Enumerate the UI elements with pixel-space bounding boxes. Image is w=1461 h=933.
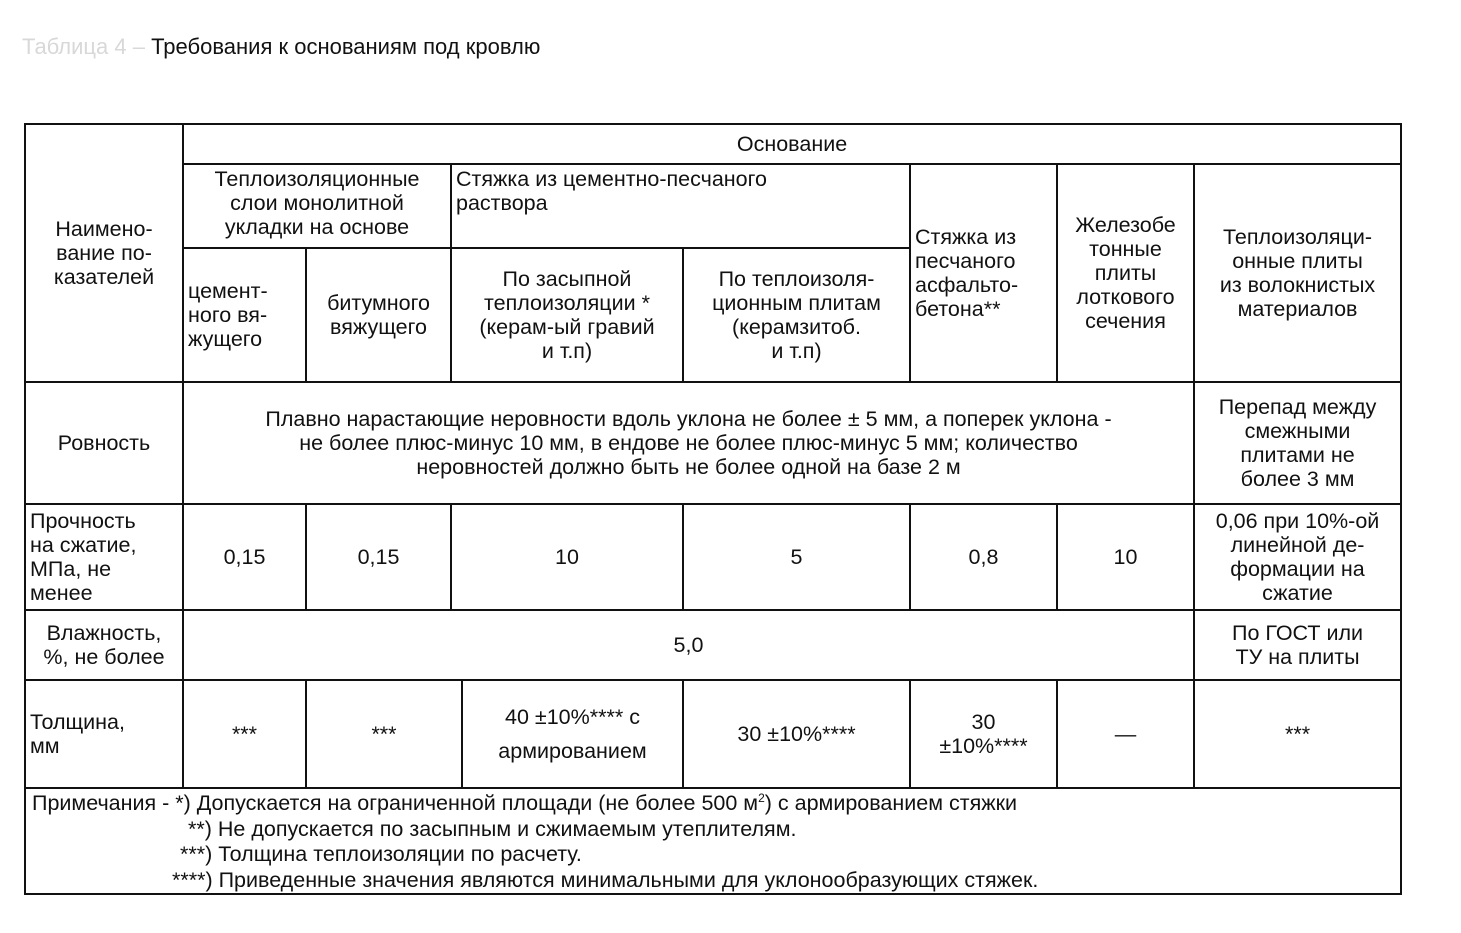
thickness-rc-slabs: — bbox=[1057, 680, 1194, 788]
strength-rc-slabs: 10 bbox=[1057, 504, 1194, 610]
caption-number: Таблица 4 – bbox=[22, 34, 145, 59]
header-parameter-name: Наимено- вание по- казателей bbox=[25, 124, 183, 382]
header-screed-asphalt: Стяжка из песчаного асфальто- бетона** bbox=[910, 164, 1057, 382]
header-screed-cement: Стяжка из цементно-песчаного раствора bbox=[451, 164, 910, 248]
strength-backfill: 10 bbox=[451, 504, 683, 610]
note-1 bbox=[32, 791, 1394, 817]
table-row bbox=[25, 504, 1401, 610]
strength-fiber: 0,06 при 10%-ой линейной де- формации на сжатие bbox=[1194, 504, 1401, 610]
strength-thermo-plates: 5 bbox=[683, 504, 910, 610]
humidity-common: 5,0 bbox=[183, 610, 1194, 680]
evenness-fiber: Перепад между смежными плитами не более 3 мм bbox=[1194, 382, 1401, 504]
strength-cement: 0,15 bbox=[183, 504, 306, 610]
evenness-common: Плавно нарастающие неровности вдоль уклона не более ± 5 мм, а поперек уклона - не более плюс-минус 10 мм, в ендове не более плюс-минус 5 мм; количество неровностей должно быть не более одной на базе 2 м bbox=[183, 382, 1194, 504]
table-row bbox=[25, 788, 1401, 894]
header-rc-slabs: Железобе тонные плиты лоткового сечения bbox=[1057, 164, 1194, 382]
strength-bitumen: 0,15 bbox=[306, 504, 451, 610]
thickness-cement: *** bbox=[183, 680, 306, 788]
table-row bbox=[25, 680, 1401, 788]
humidity-fiber: По ГОСТ или ТУ на плиты bbox=[1194, 610, 1401, 680]
thickness-fiber: *** bbox=[1194, 680, 1401, 788]
row-label-evenness: Ровность bbox=[25, 382, 183, 504]
header-backfill: По засыпной теплоизоляции * (керам-ый гравий и т.п) bbox=[451, 248, 683, 382]
strength-asphalt: 0,8 bbox=[910, 504, 1057, 610]
header-bitumen-binder: битумного вяжущего bbox=[306, 248, 451, 382]
caption-title: Требования к основаниям под кровлю bbox=[151, 34, 541, 59]
table-caption bbox=[22, 34, 540, 60]
thickness-bitumen: *** bbox=[306, 680, 462, 788]
requirements-table bbox=[24, 123, 1402, 895]
table-row bbox=[25, 124, 1401, 164]
table-row bbox=[25, 610, 1401, 680]
header-base: Основание bbox=[183, 124, 1401, 164]
note-3: ***) Толщина теплоизоляции по расчету. bbox=[180, 842, 582, 866]
table-row bbox=[25, 164, 1401, 248]
note-2: **) Не допускается по засыпным и сжимаемым утеплителям. bbox=[188, 816, 797, 841]
table-row bbox=[25, 382, 1401, 504]
header-fiber-slabs: Теплоизоляци- онные плиты из волокнистых материалов bbox=[1194, 164, 1401, 382]
row-label-thickness: Толщина, мм bbox=[25, 680, 183, 788]
note-1-tail: ) с армированием стяжки bbox=[764, 791, 1018, 815]
row-label-humidity: Влажность, %, не более bbox=[25, 610, 183, 680]
thickness-backfill: 40 ±10%**** с армированием bbox=[462, 680, 683, 788]
header-cement-binder: цемент- ного вя- жущего bbox=[183, 248, 306, 382]
row-label-strength: Прочность на сжатие, МПа, не менее bbox=[25, 504, 183, 610]
thickness-asphalt: 30 ±10%**** bbox=[910, 680, 1057, 788]
note-1-superscript: 2 bbox=[758, 790, 765, 805]
header-thermo-monolithic: Теплоизоляционные слои монолитной укладки на основе bbox=[183, 164, 451, 248]
note-1-text: Примечания - *) Допускается на ограниченной площади (не более 500 м bbox=[32, 791, 759, 815]
note-4: ****) Приведенные значения являются минимальными для уклонообразующих стяжек. bbox=[172, 867, 1039, 892]
header-thermo-plates: По теплоизоля- ционным плитам (керамзитоб. и т.п) bbox=[683, 248, 910, 382]
thickness-thermo-plates: 30 ±10%**** bbox=[683, 680, 910, 788]
notes-cell bbox=[25, 788, 1401, 894]
